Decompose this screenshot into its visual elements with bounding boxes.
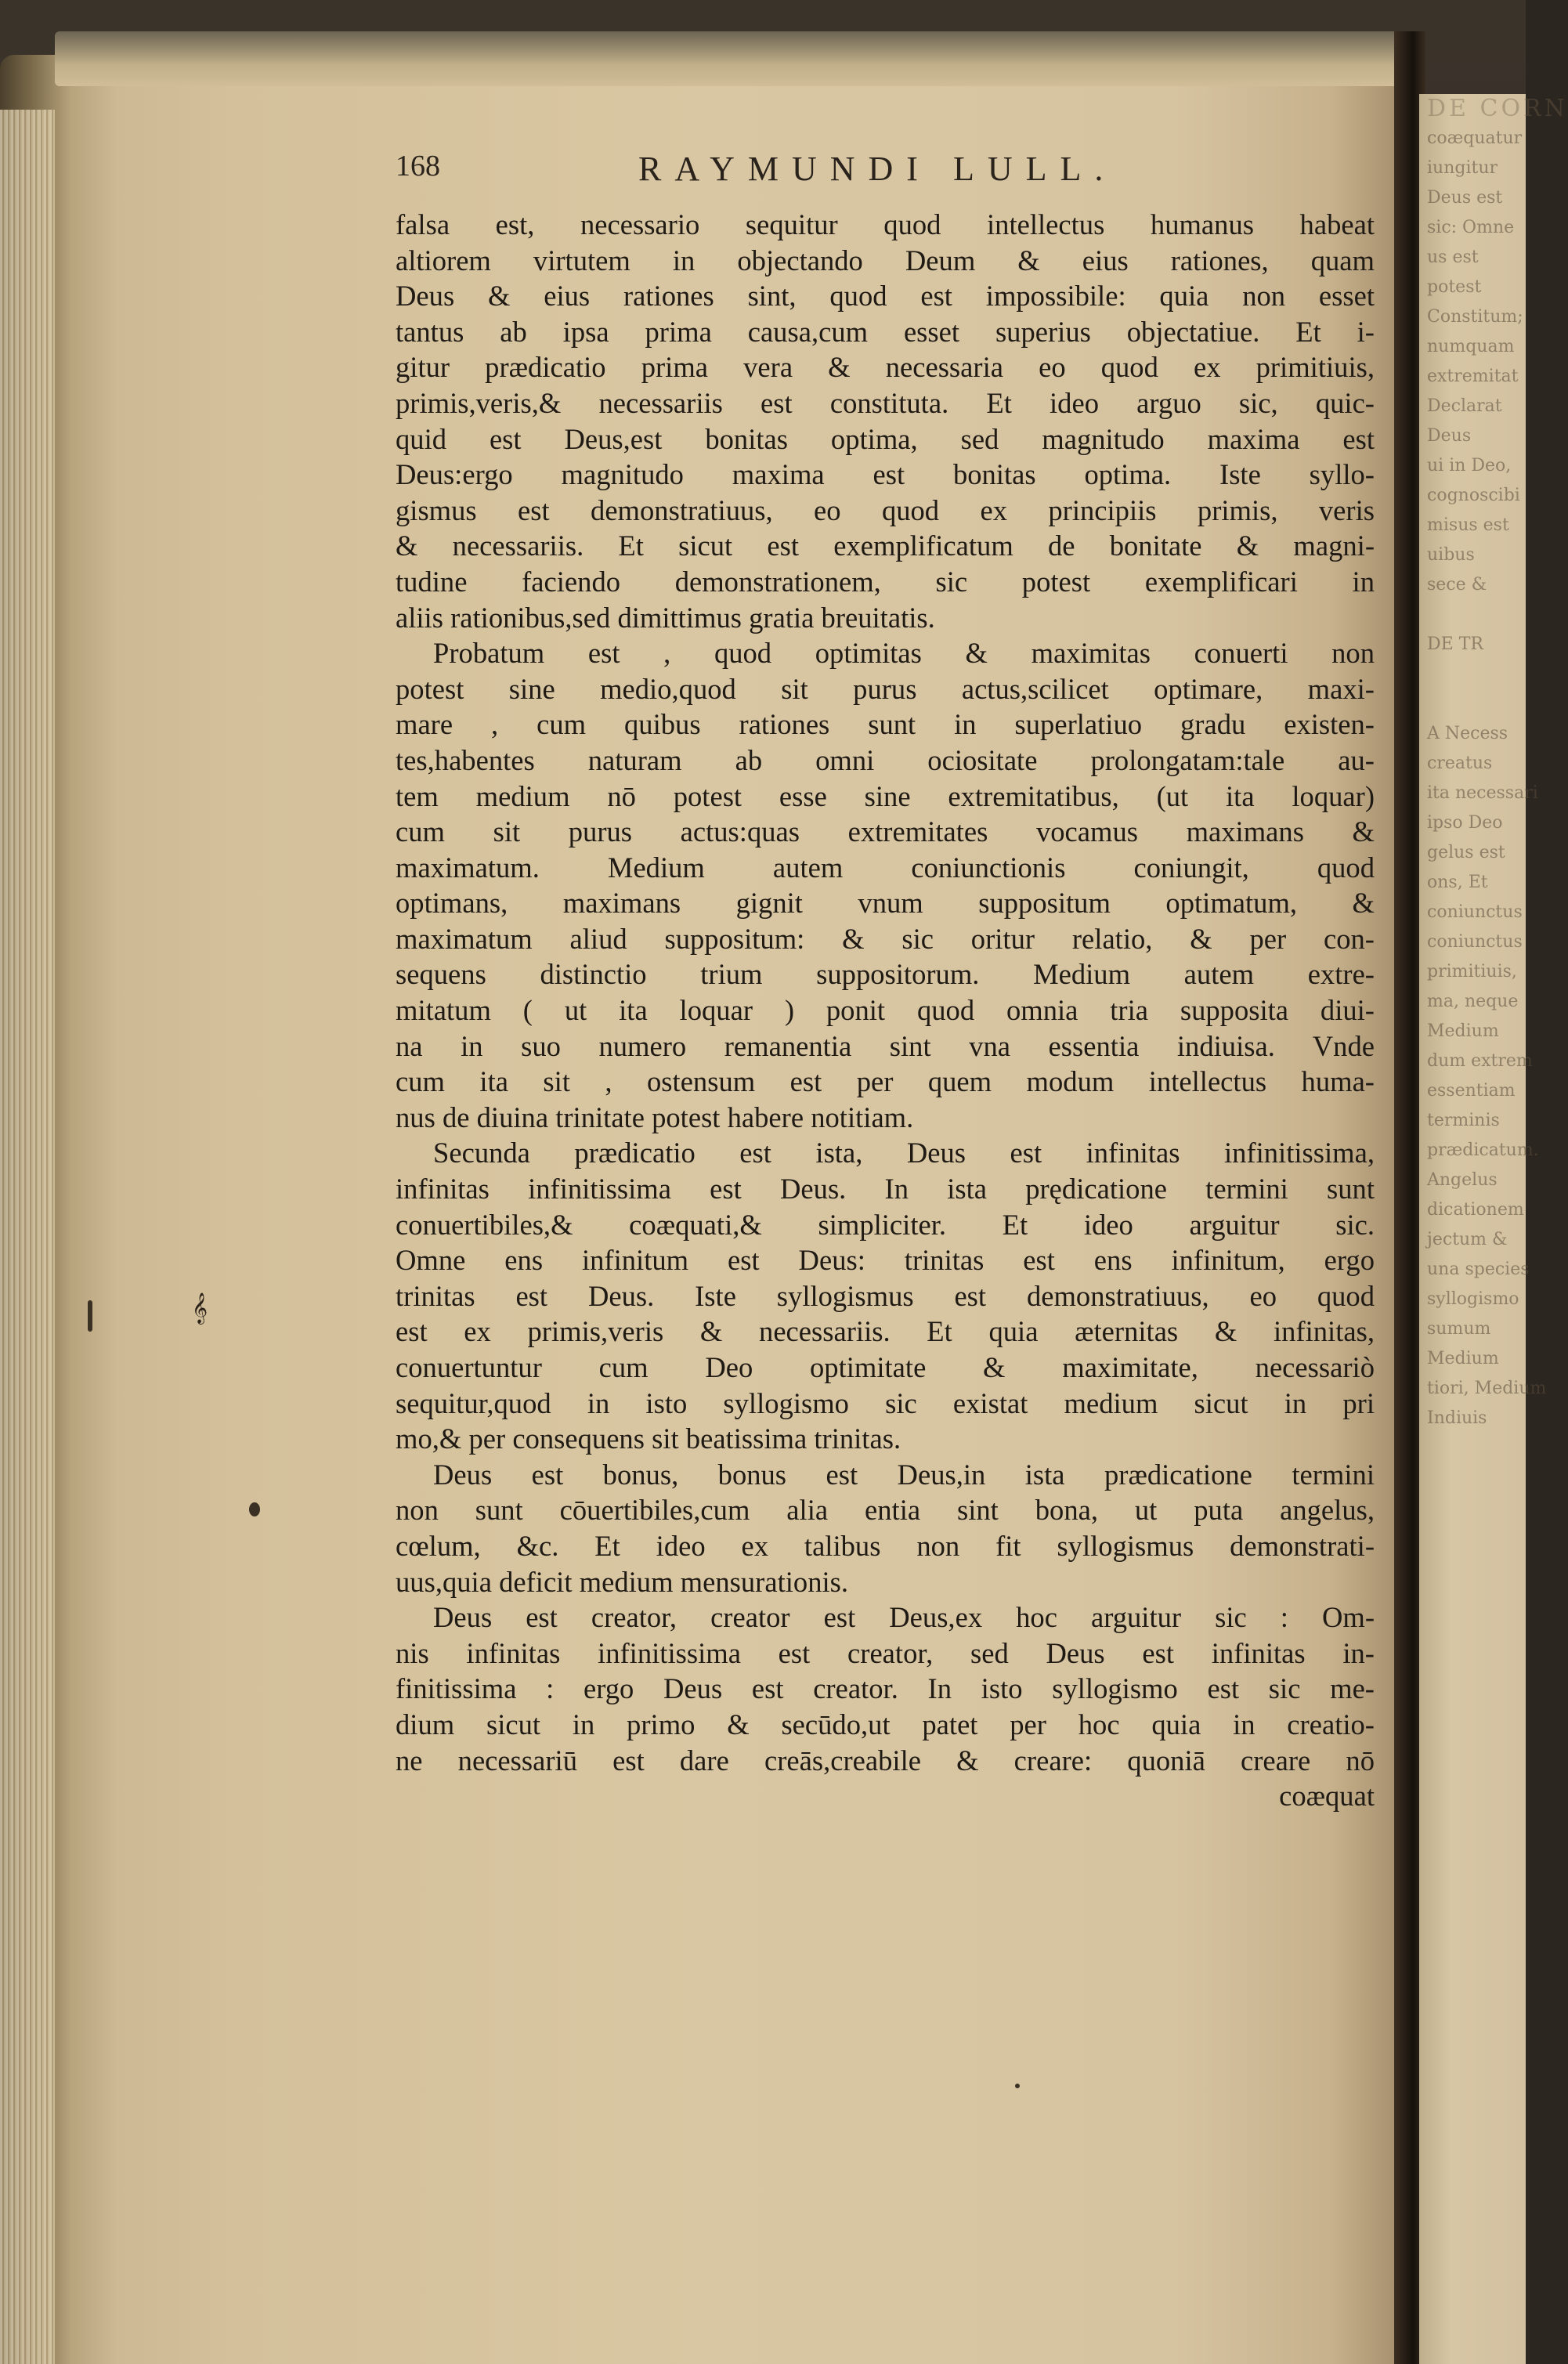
facing-page-fragment: ui in Deo,	[1427, 456, 1512, 475]
facing-page-fragment: ons, Et	[1427, 873, 1488, 892]
facing-page-fragment: Constitum;	[1427, 307, 1523, 327]
text-line: optimans, maximans gignit vnum suppositum optimatum, &	[396, 887, 1375, 920]
facing-page	[1419, 94, 1568, 2364]
text-line: maximatum aliud suppositum: & sic oritur relatio, & per con-	[396, 922, 1375, 955]
text-line: Deus est creator, creator est Deus,ex hoc arguitur sic : Om-	[433, 1601, 1375, 1634]
running-head	[396, 149, 1375, 196]
facing-page-fragment: Deus	[1427, 426, 1472, 446]
facing-page-fragment: extremitat	[1427, 367, 1519, 386]
facing-page-fragment: Declarat	[1427, 396, 1502, 416]
body-text	[396, 207, 1375, 1814]
facing-page-fragment: sic: Omne	[1427, 218, 1515, 237]
text-line: Secunda prædicatio est ista, Deus est infinitas infinitissima,	[433, 1137, 1375, 1169]
margin-ink-mark: 𝄞	[192, 1292, 208, 1324]
facing-page-fragment: gelus est	[1427, 843, 1505, 862]
facing-page-fragment: coniunctus	[1427, 902, 1523, 922]
facing-page-fragment: terminis	[1427, 1111, 1500, 1130]
facing-page-fragment: ma, neque	[1427, 992, 1519, 1011]
facing-page-fragment: sece &	[1427, 575, 1487, 595]
text-line: tem medium nō potest esse sine extremitatibus, (ut ita loquar)	[396, 779, 1375, 812]
text-line: finitissima : ergo Deus est creator. In isto syllogismo est sic me-	[396, 1672, 1375, 1705]
text-line: conuertuntur cum Deo optimitate & maximitate, necessariò	[396, 1351, 1375, 1383]
facing-page-fragment: creatus	[1427, 754, 1493, 773]
text-line: aliis rationibus,sed dimittimus gratia breuitatis.	[396, 601, 935, 634]
running-title: RAYMUNDI LULL.	[638, 150, 1117, 188]
text-line: Deus:ergo magnitudo maxima est bonitas optima. Iste syllo-	[396, 458, 1375, 491]
facing-page-fragment: iungitur	[1427, 158, 1498, 178]
facing-page-fragment: dicationem	[1427, 1200, 1524, 1220]
facing-page-fragment: us est	[1427, 248, 1479, 267]
facing-page-fragment: coæquatur	[1427, 128, 1523, 148]
facing-page-fragment: Angelus	[1427, 1170, 1498, 1190]
page-number: 168	[396, 150, 440, 183]
facing-page-fragment: una species	[1427, 1260, 1530, 1279]
text-line: falsa est, necessario sequitur quod intellectus humanus habeat	[396, 208, 1375, 240]
facing-page-fragment: numquam	[1427, 337, 1515, 356]
text-line: sequens distinctio trium suppositorum. Medium autem extre-	[396, 958, 1375, 991]
text-line: gismus est demonstratiuus, eo quod ex principiis primis, veris	[396, 493, 1375, 526]
ink-speck	[249, 1502, 260, 1516]
facing-page-fragment: primitiuis,	[1427, 962, 1517, 981]
facing-page-fragment: misus est	[1427, 515, 1509, 535]
facing-page-fragment: ita necessari	[1427, 783, 1538, 803]
facing-page-fragment: essentiam	[1427, 1081, 1516, 1101]
facing-page-fragment: ipso Deo	[1427, 813, 1503, 833]
text-line: quid est Deus,est bonitas optima, sed magnitudo maxima est	[396, 422, 1375, 455]
facing-page-fragment: syllogismo	[1427, 1289, 1519, 1309]
text-line: & necessariis. Et sicut est exemplificatum de bonitate & magni-	[396, 530, 1375, 562]
facing-page-fragment	[1427, 600, 1529, 630]
facing-page-fragment: A Necess	[1427, 724, 1508, 743]
facing-page-fragment: uibus	[1427, 545, 1475, 565]
text-line: conuertibiles,& coæquati,& simpliciter. Et ideo arguitur sic.	[396, 1208, 1375, 1241]
text-line: coæquat	[1279, 1780, 1375, 1813]
text-line: na in suo numero remanentia sint vna essentia indiuisa. Vnde	[396, 1029, 1375, 1062]
page-edges	[0, 110, 55, 2364]
text-line: uus,quia deficit medium mensurationis.	[396, 1565, 849, 1598]
text-line: cum ita sit , ostensum est per quem modum intellectus huma-	[396, 1065, 1375, 1098]
text-line: tudine faciendo demonstrationem, sic potest exemplificari in	[396, 565, 1375, 598]
text-line: Omne ens infinitum est Deus: trinitas est ens infinitum, ergo	[396, 1244, 1375, 1277]
text-line: mitatum ( ut ita loquar ) ponit quod omnia tria supposita diui-	[396, 994, 1375, 1027]
facing-page-fragment: Indiuis	[1427, 1408, 1487, 1428]
facing-page-fragment: Medium	[1427, 1021, 1499, 1041]
text-line: mo,& per consequens sit beatissima trinitas.	[396, 1422, 901, 1455]
text-line: mare , cum quibus rationes sunt in superlatiuo gradu existen-	[396, 708, 1375, 741]
text-line: Deus & eius rationes sint, quod est impossibile: quia non esset	[396, 280, 1375, 313]
facing-page-fragment	[1427, 660, 1529, 689]
text-line: tes,habentes naturam ab omni ociositate prolongatam:tale au-	[396, 743, 1375, 776]
text-line: altiorem virtutem in objectando Deum & eius rationes, quam	[396, 244, 1375, 277]
facing-page-fragment: tiori, Medium	[1427, 1379, 1547, 1398]
main-text-block	[396, 149, 1375, 1814]
ink-speck	[1015, 2084, 1020, 2088]
facing-page-fragment: prædicatum.	[1427, 1140, 1539, 1160]
text-line: trinitas est Deus. Iste syllogismus est demonstratiuus, eo quod	[396, 1279, 1375, 1312]
text-line: est ex primis,veris & necessariis. Et quia æternitas & infinitas,	[396, 1315, 1375, 1348]
facing-page-fragment: cognoscibi	[1427, 486, 1520, 505]
facing-page-fragment: coniunctus	[1427, 932, 1523, 952]
text-line: Deus est bonus, bonus est Deus,in ista prædicatione termini	[433, 1458, 1375, 1491]
text-line: sequitur,quod in isto syllogismo sic existat medium sicut in pri	[396, 1386, 1375, 1419]
text-line: gitur prædicatio prima vera & necessaria eo quod ex primitiuis,	[396, 351, 1375, 384]
text-line: nus de diuina trinitate potest habere notitiam.	[396, 1101, 914, 1133]
facing-page-fragment	[1427, 689, 1529, 719]
text-line: dium sicut in primo & secūdo,ut patet per hoc quia in creatio-	[396, 1708, 1375, 1740]
text-line: cœlum, &c. Et ideo ex talibus non fit syllogismus demonstrati-	[396, 1529, 1375, 1562]
facing-page-fragment: Deus est	[1427, 188, 1503, 208]
page-top-edge	[55, 31, 1402, 86]
facing-page-head: DE CORN	[1427, 95, 1568, 122]
text-line: infinitas infinitissima est Deus. In ista prędicatione termini sunt	[396, 1173, 1375, 1205]
text-line: primis,veris,& necessariis est constituta. Et ideo arguo sic, quic-	[396, 386, 1375, 419]
facing-page-fragment: jectum &	[1427, 1230, 1508, 1249]
facing-page-fragment: DE TR	[1427, 634, 1483, 654]
text-line: ne necessariū est dare creās,creabile & creare: quoniā creare nō	[396, 1744, 1375, 1777]
facing-page-fragment: Medium	[1427, 1349, 1499, 1368]
facing-page-fragment: dum extrem	[1427, 1051, 1533, 1071]
facing-page-fragment: potest	[1427, 277, 1482, 297]
text-line: Probatum est , quod optimitas & maximitas conuerti non	[433, 637, 1375, 670]
facing-page-text	[1427, 94, 1568, 1433]
text-line: tantus ab ipsa prima causa,cum esset superius objectatiue. Et i-	[396, 315, 1375, 348]
text-line: cum sit purus actus:quas extremitates vocamus maximans &	[396, 815, 1375, 848]
text-line: potest sine medio,quod sit purus actus,scilicet optimare, maxi-	[396, 672, 1375, 705]
text-line: nis infinitas infinitissima est creator, sed Deus est infinitas in-	[396, 1636, 1375, 1669]
text-line: non sunt cōuertibiles,cum alia entia sint bona, ut puta angelus,	[396, 1494, 1375, 1527]
ink-speck	[88, 1300, 92, 1332]
text-line: maximatum. Medium autem coniunctionis coniungit, quod	[396, 851, 1375, 884]
facing-page-fragment: sumum	[1427, 1319, 1491, 1339]
